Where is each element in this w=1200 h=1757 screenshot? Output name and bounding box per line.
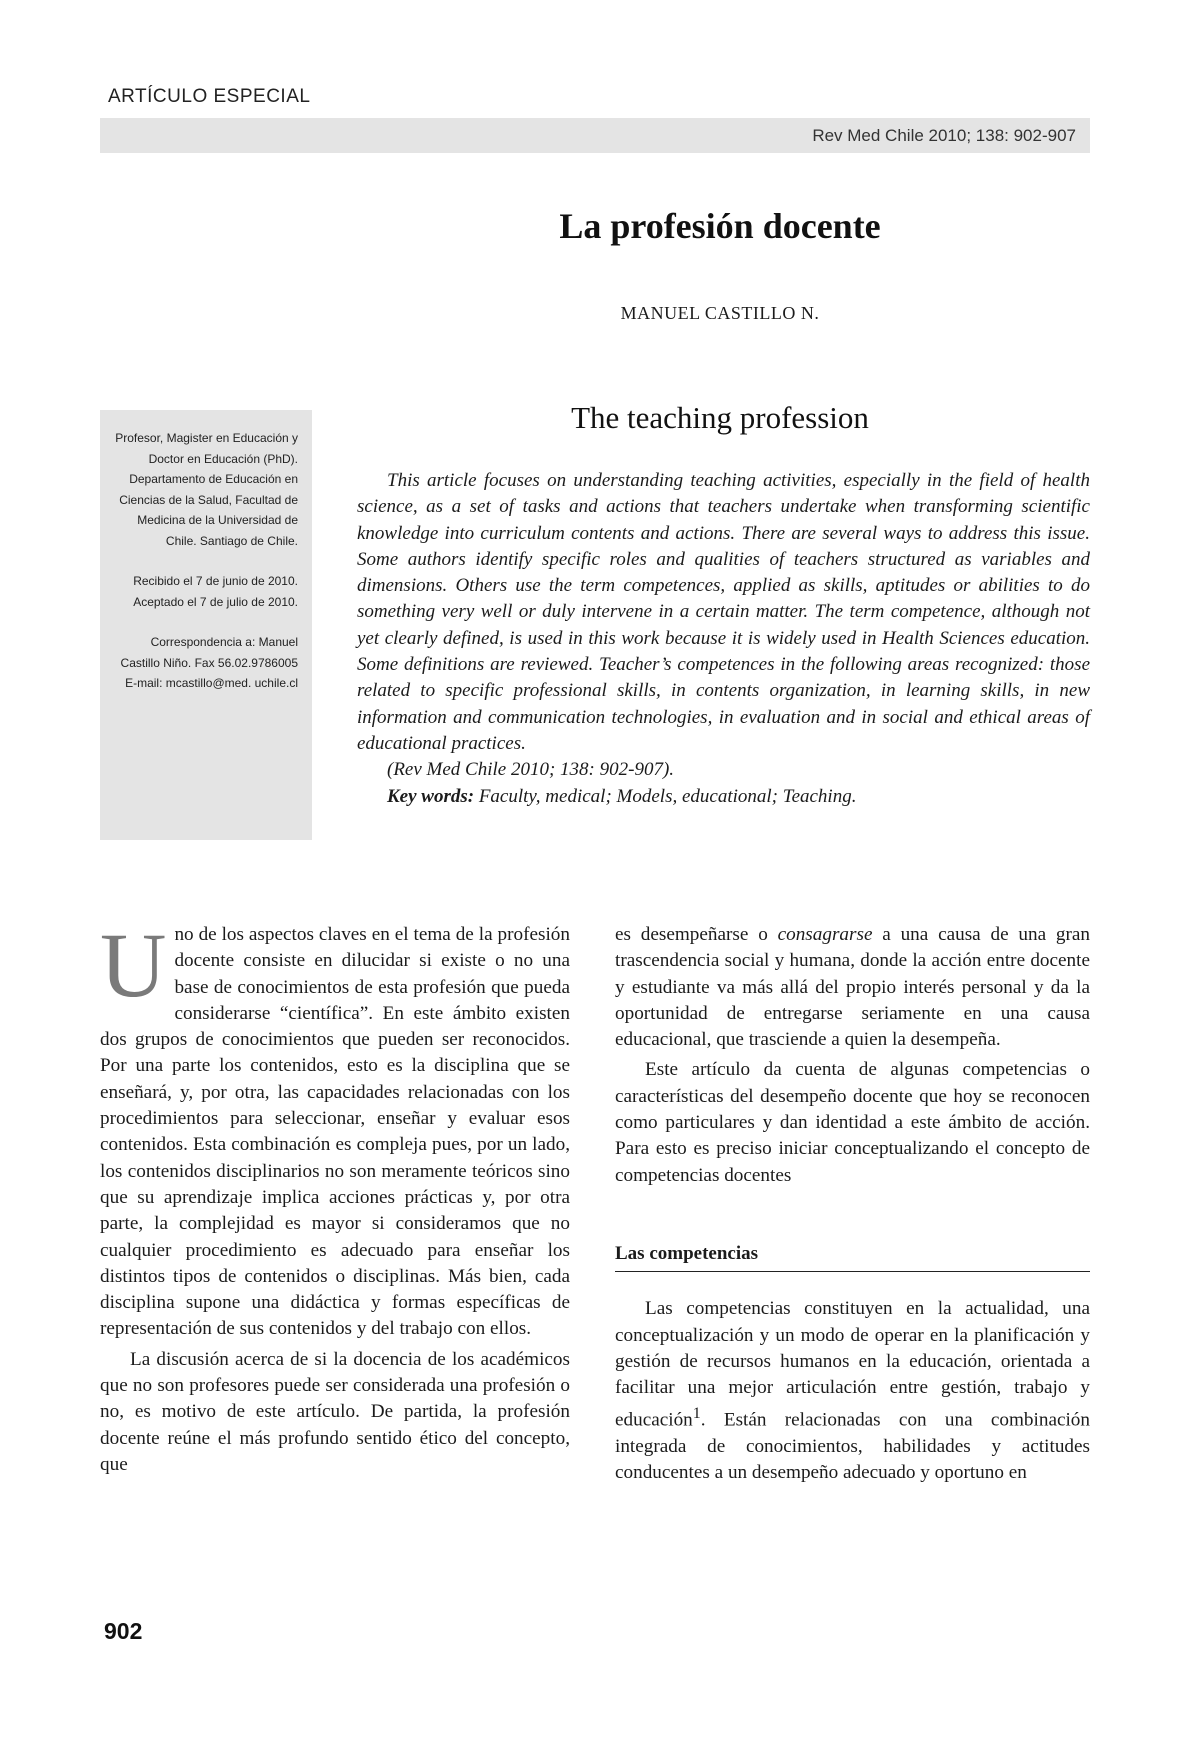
paragraph-text: Las competencias constituyen en la actualidad, una conceptualización y un modo de operar en la planificación y gestión de recursos humanos en la educación, orientada a facilitar una mejor articulación entre gestión, trabajo y educación bbox=[615, 1298, 1090, 1431]
paragraph-text: no de los aspectos claves en el tema de la profesión docente consiste en dilucidar si existe o no una base de conocimientos de esta profesión que pueda considerarse “científica”. En este ámbito existen dos grupos de conocimientos que pueden ser reconocidos. Por una parte los contenidos, esto es la disciplina que se enseñará, y, por otra, las capacidades relacionadas con los procedimientos para seleccionar, enseñar y evaluar esos contenidos. Esta combinación es compleja pues, por un lado, los contenidos disciplinarios no son meramente teóricos sino que su aprendizaje implica acciones prácticas y, por otra parte, la complejidad es mayor si consideramos que no cualquier procedimiento es adecuado para enseñar los distintos tipos de contenidos o disciplinas. Más bien, cada disciplina supone una didáctica y formas específicas de representación de sus contenidos y del trabajo con ellos. bbox=[100, 924, 570, 1340]
abstract bbox=[357, 468, 1090, 810]
paragraph-text: . Están relacionadas con una combinación integrada de conocimientos, habilidades y actitudes conducentes a un desempeño adecuado y oportuno en bbox=[615, 1409, 1090, 1484]
section-label: ARTÍCULO ESPECIAL bbox=[108, 86, 311, 107]
reference-marker[interactable]: 1 bbox=[692, 1405, 701, 1423]
drop-cap: U bbox=[100, 914, 167, 1016]
paragraph bbox=[100, 914, 570, 1343]
author-info-sidebar bbox=[100, 410, 312, 840]
article-title: La profesión docente bbox=[559, 206, 881, 246]
paragraph bbox=[615, 922, 1090, 1053]
abstract-citation: (Rev Med Chile 2010; 138: 902-907). bbox=[387, 759, 675, 781]
page-number: 902 bbox=[104, 1618, 143, 1644]
english-title: The teaching profession bbox=[571, 400, 869, 435]
body-column-left bbox=[100, 914, 570, 1482]
keywords bbox=[357, 784, 1090, 810]
author-name: MANUEL CASTILLO N. bbox=[620, 303, 820, 323]
paragraph-text: a una causa de una gran trascendencia social y humana, donde la acción entre docente y estudiante va más allá del propio interés personal y da la oportunidad de entregarse seriamente en una causa educacional, que trasciende a quien la desempeña. bbox=[615, 924, 1090, 1051]
emphasis: consagrarse bbox=[777, 924, 873, 945]
body-column-right bbox=[615, 922, 1090, 1491]
abstract-text: This article focuses on understanding teaching activities, especially in the field of health science, as a set of tasks and actions that teachers undertake when transforming scientific knowledge into curriculum contents and actions. There are several ways to address this issue. Some authors identify specific roles and qualities of teachers structured as variables and dimensions. Others use the term competences, applied as skills, aptitudes or abilities to do something very well or duly intervene in a certain matter. The term competence, although not yet clearly defined, is used in this work because it is widely used in Health Sciences education. Some definitions are reviewed. Teacher’s competences in the following areas recognized: those related to specific professional skills, in contents organization, in learning skills, in new information and communication technologies, in evaluation and in social and ethical areas of educational practices. bbox=[357, 470, 1090, 754]
paragraph: Este artículo da cuenta de algunas competencias o características del desempeño docente que hoy se reconocen como particulares y dan identidad a este ámbito de acción. Para esto es preciso iniciar conceptualizando el concepto de competencias docentes bbox=[615, 1059, 1090, 1186]
affiliation: Profesor, Magister en Educación y Doctor en Educación (PhD). Departamento de Educación en Ciencias de la Salud, Facultad de Medicina de la Universidad de Chile. Santiago de Chile. bbox=[115, 431, 298, 548]
paragraph-text: es desempeñarse o bbox=[615, 924, 778, 945]
received-dates: Recibido el 7 de junio de 2010. Aceptado el 7 de julio de 2010. bbox=[133, 574, 298, 609]
citation-bar bbox=[100, 118, 1090, 153]
keywords-list: Faculty, medical; Models, educational; Teaching. bbox=[478, 785, 857, 807]
section-heading: Las competencias bbox=[615, 1241, 1090, 1272]
journal-citation: Rev Med Chile 2010; 138: 902-907 bbox=[812, 126, 1076, 145]
paragraph: La discusión acerca de si la docencia de los académicos que no son profesores puede ser considerada una profesión o no, es motivo de este artículo. De partida, la profesión docente reúne el más profundo sentido ético del concepto, que bbox=[100, 1348, 570, 1475]
keywords-label: Key words: bbox=[387, 785, 475, 807]
paragraph bbox=[615, 1296, 1090, 1486]
correspondence: Correspondencia a: Manuel Castillo Niño. Fax 56.02.9786005 E-mail: mcastillo@med. uchile.cl bbox=[120, 635, 298, 690]
